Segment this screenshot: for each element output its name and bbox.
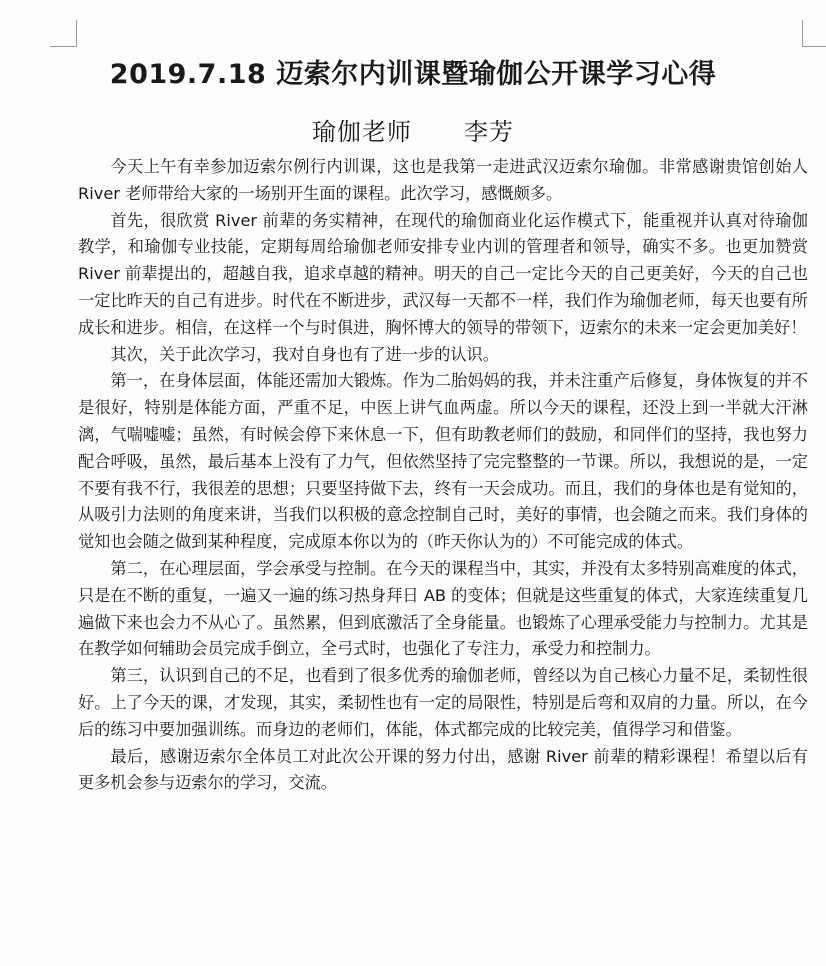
document-body [78, 154, 808, 797]
author-role: 瑜伽老师 [312, 118, 412, 146]
paragraph-mind-level: 第二，在心理层面，学会承受与控制。在今天的课程当中，其实，并没有太多特别高难度的体式，只是在不断的重复，一遍又一遍的练习热身拜日 AB 的变体；但就是这些重复的体式，大家连续重复几遍做下来也会力不从心了。虽然累，但到底激活了全身能量。也锻炼了心理承受能力与控制力。尤其是在教学如何辅助会员完成手倒立，全弓式时，也强化了专注力，承受力和控制力。 [78, 558, 808, 659]
author-line [0, 112, 826, 147]
paragraph-body-level: 第一，在身体层面，体能还需加大锻炼。作为二胎妈妈的我，并未注重产后修复，身体恢复的并不是很好，特别是体能方面，严重不足，中医上讲气血两虚。所以今天的课程，还没上到一半就大汗淋漓，气喘嘘嘘；虽然，有时候会停下来休息一下，但有助教老师们的鼓励，和同伴们的坚持，我也努力配合呼吸，虽然，最后基本上没有了力气，但依然坚持了完完整整的一节课。所以，我想说的是，一定不要有我不行，我很差的思想；只要坚持做下去，终有一天会成功。而且，我们的身体也是有觉知的，从吸引力法则的角度来讲，当我们以积极的意念控制自己时，美好的事情，也会随之而来。我们身体的觉知也会随之做到某种程度，完成原本你以为的（昨天你认为的）不可能完成的体式。 [78, 371, 808, 552]
document-title: 2019.7.18 迈索尔内训课暨瑜伽公开课学习心得 [109, 59, 717, 90]
author-name: 李芳 [464, 118, 514, 146]
crop-mark-top-right [802, 20, 826, 47]
crop-mark-top-left [50, 20, 77, 47]
paragraph-closing: 最后，感谢迈索尔全体员工对此次公开课的努力付出，感谢 River 前辈的精彩课程！希望以后有更多机会参与迈索尔的学习，交流。 [78, 746, 808, 793]
paragraph-first-point: 首先，很欣赏 River 前辈的务实精神，在现代的瑜伽商业化运作模式下，能重视并认真对待瑜伽教学，和瑜伽专业技能，定期每周给瑜伽老师安排专业内训的管理者和领导，确实不多。也更加赞赏 River 前辈提出的，超越自我，追求卓越的精神。明天的自己一定比今天的自己更美好，今天的自己也一定比昨天的自己有进步。时代在不断进步，武汉每一天都不一样，我们作为瑜伽老师，每天也要有所成长和进步。相信，在这样一个与时俱进，胸怀博大的领导的带领下，迈索尔的未来一定会更加美好！ [78, 210, 808, 337]
paragraph-shortcomings: 第三，认识到自己的不足，也看到了很多优秀的瑜伽老师，曾经以为自己核心力量不足，柔韧性很好。上了今天的课，才发现，其实，柔韧性也有一定的局限性，特别是后弯和双肩的力量。所以，在今后的练习中要加强训练。而身边的老师们，体能，体式都完成的比较完美，值得学习和借鉴。 [78, 666, 808, 739]
paragraph-intro: 今天上午有幸参加迈索尔例行内训课，这也是我第一走进武汉迈索尔瑜伽。非常感谢贵馆创始人 River 老师带给大家的一场别开生面的课程。此次学习，感慨颇多。 [78, 157, 808, 203]
paragraph-second-intro: 其次，关于此次学习，我对自身也有了进一步的认识。 [110, 344, 499, 364]
